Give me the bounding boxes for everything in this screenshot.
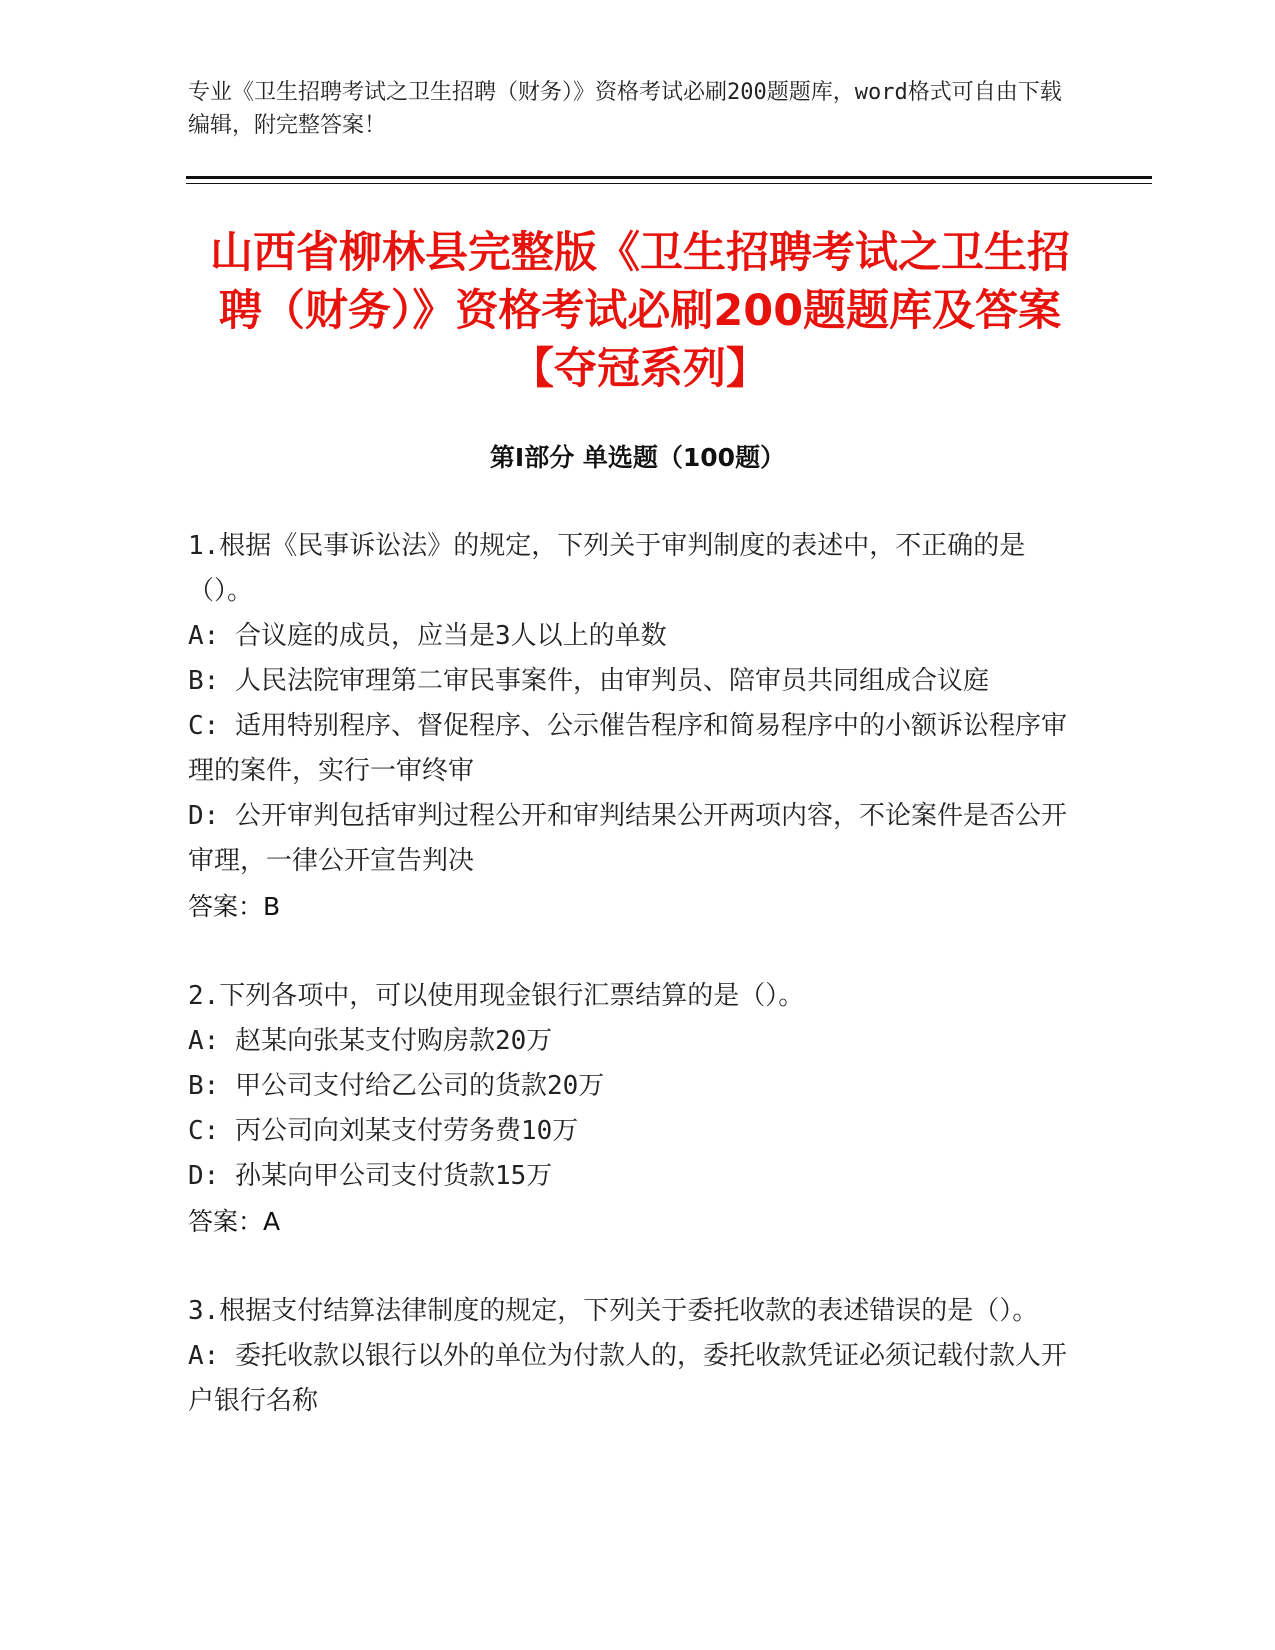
header-divider-thick	[186, 176, 1152, 179]
question-1	[188, 524, 1088, 929]
option-d: D: 孙某向甲公司支付货款15万	[188, 1161, 553, 1191]
option-b: B: 人民法院审理第二审民事案件，由审判员、陪审员共同组成合议庭	[188, 666, 989, 696]
question-2	[188, 974, 1088, 1244]
header-divider-thin	[186, 183, 1152, 184]
answer: 答案：B	[188, 892, 281, 921]
question-list	[188, 524, 1088, 1469]
answer: 答案：A	[188, 1207, 281, 1236]
section-title: 第Ⅰ部分 单选题（100题）	[489, 443, 786, 472]
option-a: A: 合议庭的成员，应当是3人以上的单数	[188, 621, 667, 651]
header-note: 专业《卫生招聘考试之卫生招聘（财务）》资格考试必刷200题题库，word格式可自由下载编辑，附完整答案！	[188, 80, 1062, 138]
question-stem: 2.下列各项中，可以使用现金银行汇票结算的是（）。	[188, 981, 805, 1011]
option-c: C: 适用特别程序、督促程序、公示催告程序和简易程序中的小额诉讼程序审理的案件，实行一审终审	[188, 711, 1067, 786]
option-b: B: 甲公司支付给乙公司的货款20万	[188, 1071, 605, 1101]
question-stem: 1.根据《民事诉讼法》的规定，下列关于审判制度的表述中，不正确的是（）。	[188, 531, 1026, 606]
question-stem: 3.根据支付结算法律制度的规定，下列关于委托收款的表述错误的是（）。	[188, 1296, 1039, 1326]
question-3	[188, 1289, 1088, 1424]
option-d: D: 公开审判包括审判过程公开和审判结果公开两项内容，不论案件是否公开审理，一律公开宣告判决	[188, 801, 1067, 876]
option-a: A: 委托收款以银行以外的单位为付款人的，委托收款凭证必须记载付款人开户银行名称	[188, 1341, 1067, 1416]
option-c: C: 丙公司向刘某支付劳务费10万	[188, 1116, 579, 1146]
option-a: A: 赵某向张某支付购房款20万	[188, 1026, 553, 1056]
document-title: 山西省柳林县完整版《卫生招聘考试之卫生招聘（财务）》资格考试必刷200题题库及答案【夺冠系列】	[210, 228, 1070, 394]
